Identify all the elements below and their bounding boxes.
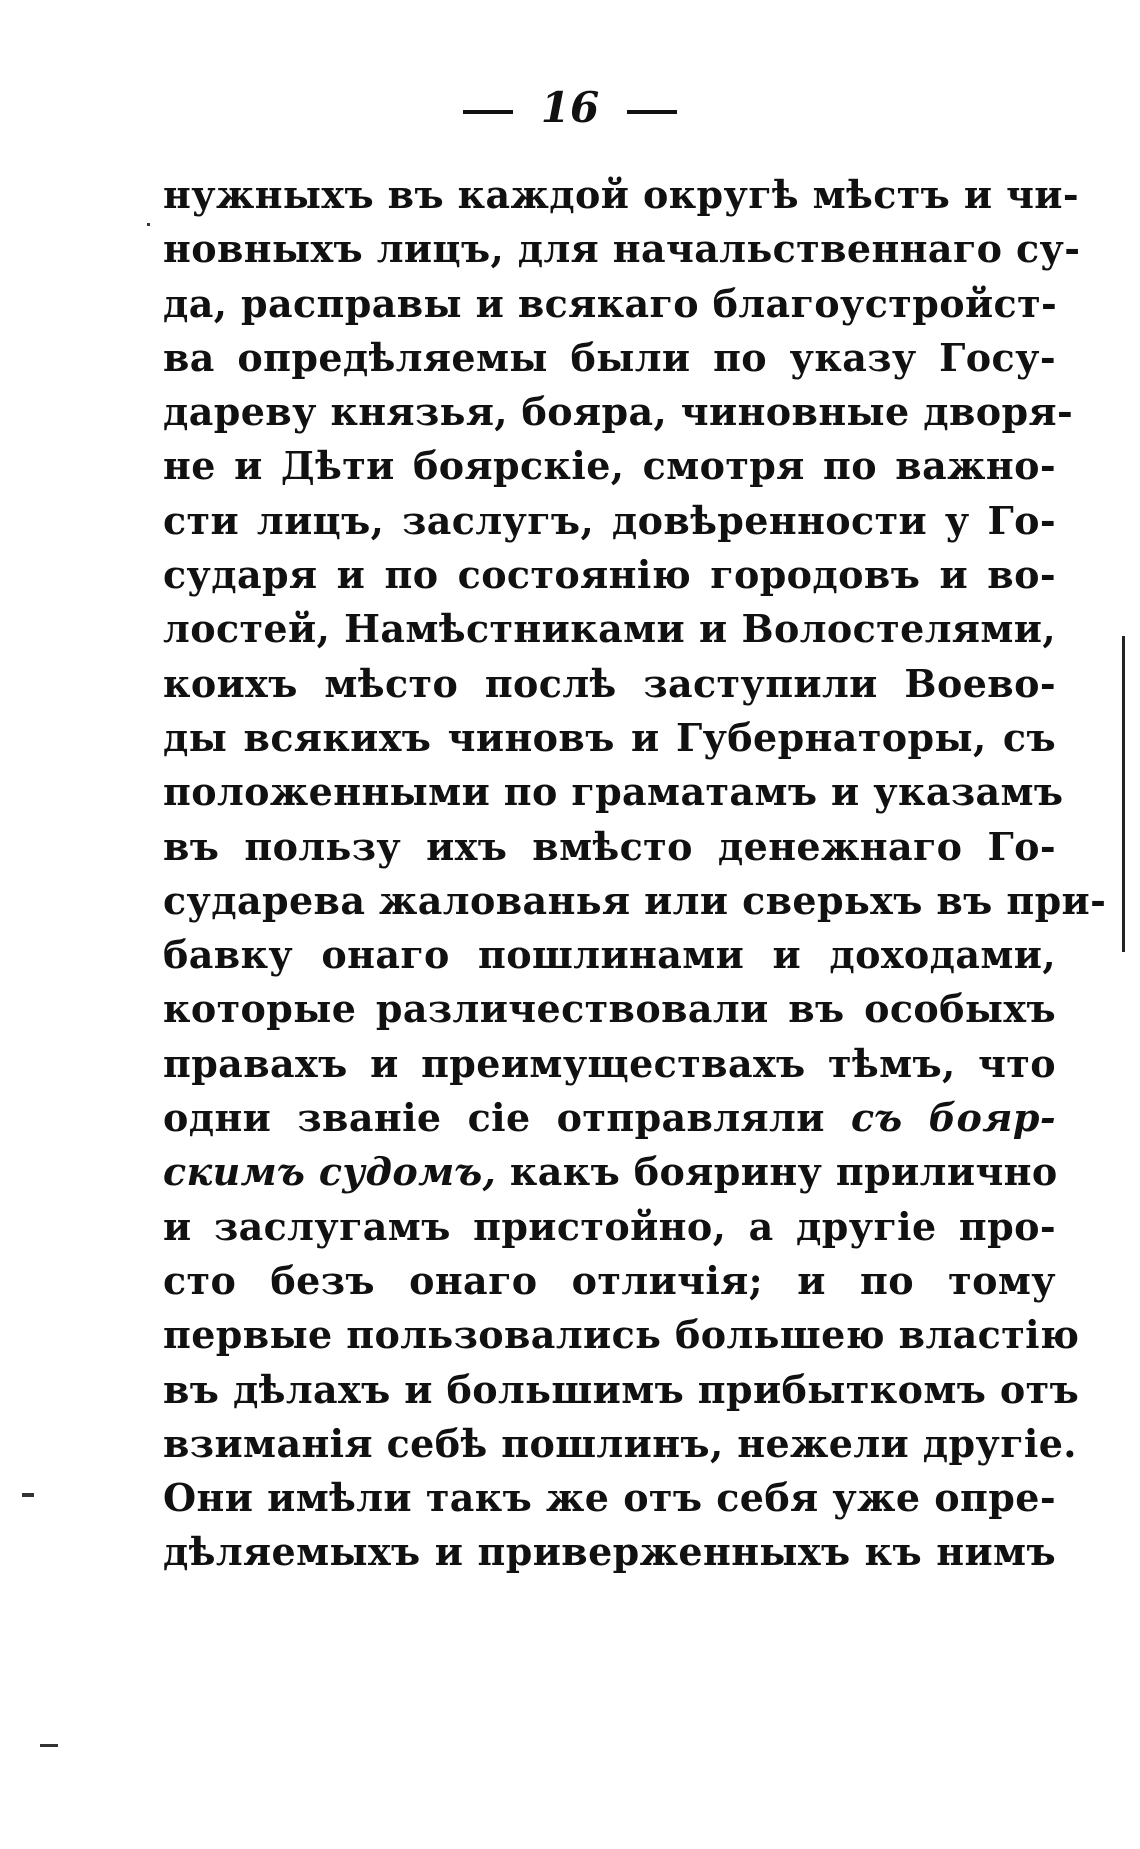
text-line: бавку онаго пошлинами и доходами,: [163, 932, 1056, 978]
text-line: лостей, Намѣстниками и Волостелями,: [163, 606, 1056, 652]
text-line: ва опредѣляемы были по указу Госу-: [163, 334, 1056, 380]
italic-phrase: съ бояр-: [850, 1095, 1056, 1141]
text-line: положенными по граматамъ и указамъ: [163, 769, 1064, 815]
text-line: ды всякихъ чиновъ и Губернаторы, съ: [163, 714, 1056, 760]
page-number: 16: [540, 83, 600, 132]
text-line: въ пользу ихъ вмѣсто денежнаго Го-: [163, 823, 1056, 869]
page-header: [0, 78, 1140, 138]
left-dash: [463, 110, 513, 114]
right-dash: [627, 110, 677, 114]
scan-speck: [40, 1744, 58, 1747]
text-line: нужныхъ въ каждой округѣ мѣстъ и чи-: [163, 172, 1080, 217]
italic-phrase: скимъ судомъ,: [163, 1149, 497, 1195]
text-line-with-italic: [163, 1091, 1056, 1145]
text-line: взиманія себѣ пошлинъ, нежели другіе.: [163, 1420, 1077, 1466]
text-line: сударя и по состоянію городовъ и во-: [163, 552, 1056, 598]
text-line: въ дѣлахъ и большимъ прибыткомъ отъ: [163, 1366, 1080, 1412]
text-line: Они имѣли такъ же отъ себя уже опре-: [163, 1475, 1056, 1521]
text-line-with-italic: [163, 1145, 1056, 1199]
text-line: да, расправы и всякаго благоустройст-: [163, 280, 1058, 326]
text-line: дареву князья, бояра, чиновные дворя-: [163, 389, 1074, 435]
text-line: дѣляемыхъ и приверженныхъ къ нимъ: [163, 1529, 1056, 1575]
text-line: новныхъ лицъ, для начальственнаго су-: [163, 226, 1081, 272]
text-line: сто безъ онаго отличія; и по тому: [163, 1257, 1056, 1303]
text-line: коихъ мѣсто послѣ заступили Воево-: [163, 660, 1056, 706]
text-line: которые различествовали въ особыхъ: [163, 986, 1056, 1032]
scan-speck: [22, 1493, 34, 1497]
text-line: правахъ и преимуществахъ тѣмъ, что: [163, 1040, 1056, 1086]
body-text: [163, 168, 1107, 1580]
margin-rule: [1122, 636, 1125, 952]
text-line: и заслугамъ пристойно, а другіе про-: [163, 1203, 1056, 1249]
text-line: первые пользовались большею властію: [163, 1312, 1080, 1358]
scan-speck: [147, 223, 150, 226]
text-segment: какъ боярину прилично: [496, 1149, 1058, 1195]
text-segment: одни званіе сіе отправляли: [163, 1095, 825, 1141]
text-line: сударева жалованья или сверьхъ въ при-: [163, 877, 1107, 923]
text-line: сти лицъ, заслугъ, довѣренности у Го-: [163, 497, 1056, 543]
text-line: не и Дѣти боярскіе, смотря по важно-: [163, 443, 1056, 489]
